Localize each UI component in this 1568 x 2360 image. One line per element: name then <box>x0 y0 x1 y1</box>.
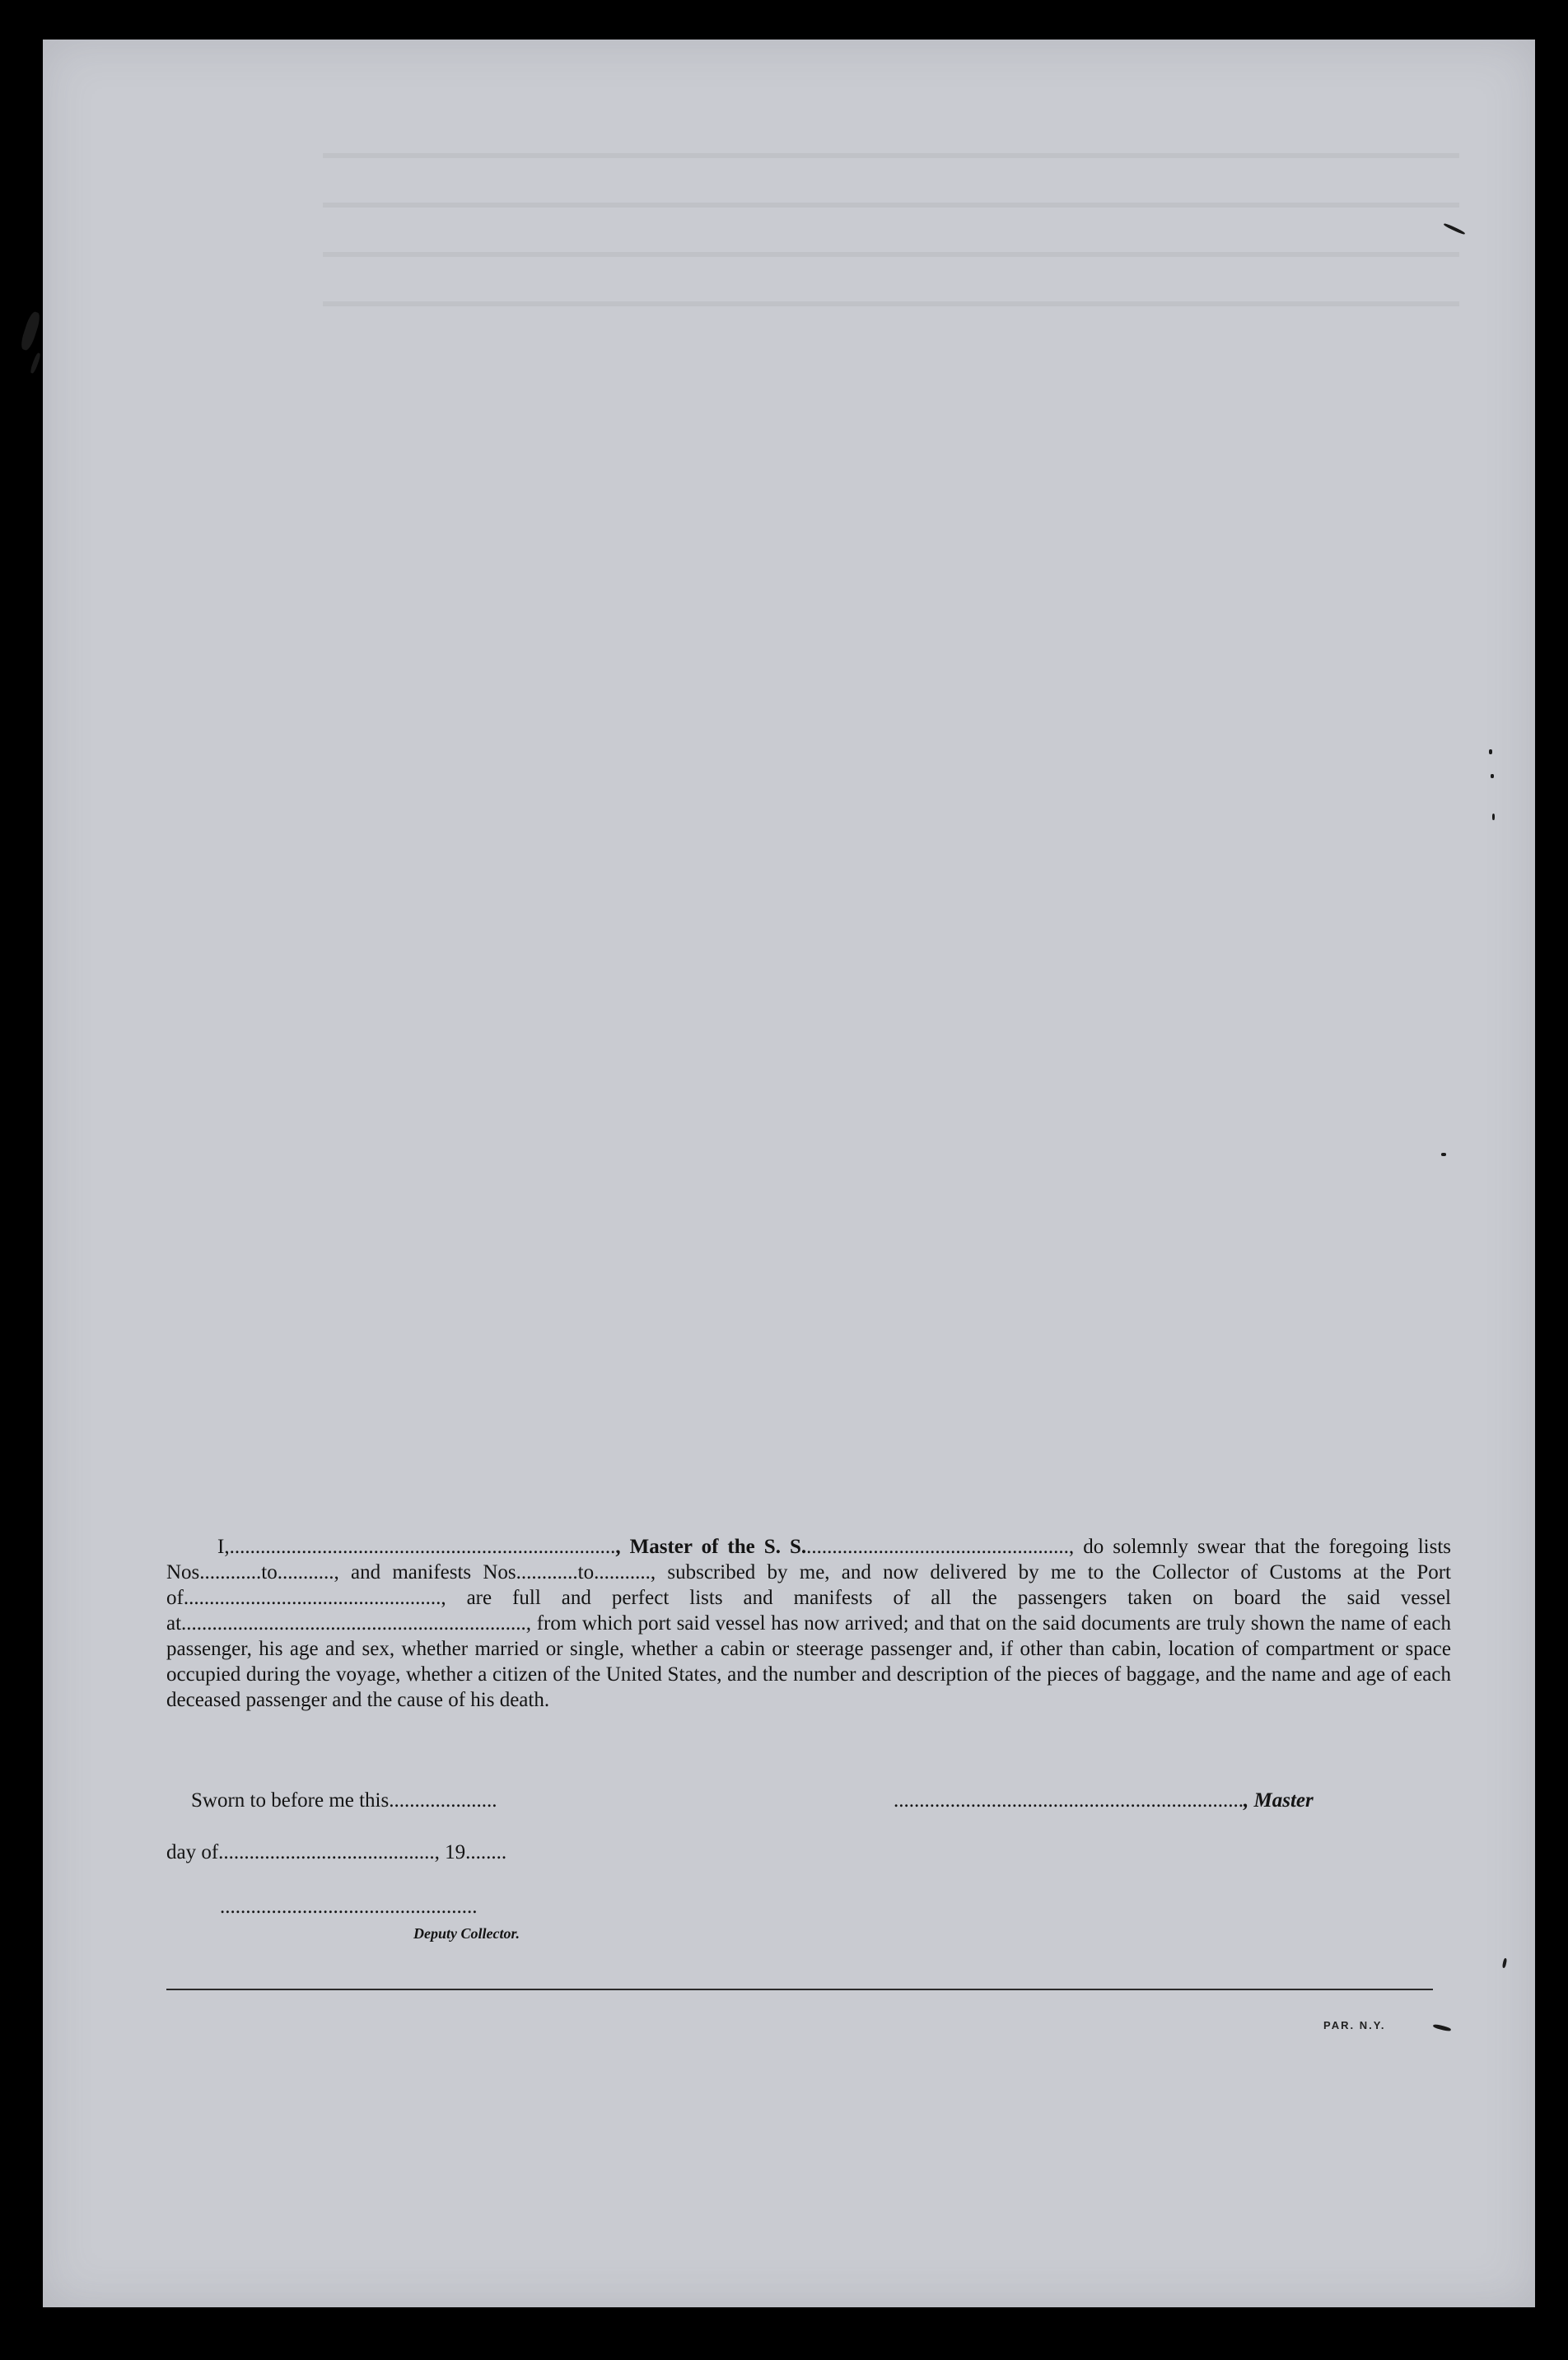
manifest-to-blank: ........... <box>594 1561 651 1583</box>
oath-i: I, <box>217 1536 230 1558</box>
oath-to-1: to <box>261 1561 278 1583</box>
manifest-from-blank: ............ <box>516 1561 578 1583</box>
ink-speck <box>19 310 42 352</box>
year-prefix: , 19 <box>434 1841 466 1863</box>
ink-speck <box>30 352 42 374</box>
master-signature-line <box>894 1789 1314 1812</box>
list-to-blank: ........... <box>277 1561 334 1583</box>
printer-mark: PAR. N.Y. <box>1323 2019 1386 2031</box>
oath-to-2: to <box>577 1561 595 1583</box>
day-of-label: day of <box>166 1841 219 1863</box>
oath-lists: swear that the foregoing lists Nos <box>166 1536 1451 1583</box>
deputy-signature-line <box>220 1896 478 1919</box>
port-blank: .................................................. <box>183 1587 441 1609</box>
bleed-through-texture <box>323 130 1459 344</box>
master-label: , Master <box>1244 1789 1314 1812</box>
master-name-blank: ........................................................................... <box>229 1536 616 1558</box>
month-blank: .......................................... <box>218 1841 435 1863</box>
sworn-label: Sworn to before me this <box>191 1789 390 1812</box>
ink-speck <box>1492 814 1495 820</box>
list-from-blank: ............ <box>199 1561 262 1583</box>
masters-oath <box>166 1534 1451 1713</box>
deputy-signature-blank: .................................................. <box>220 1896 478 1918</box>
ink-speck <box>1433 2023 1452 2031</box>
oath-manifests: , and manifests Nos <box>334 1561 516 1583</box>
oath-passengers: , are full and perfect lists and manifests of all the passengers taken on board the said vessel at <box>166 1587 1451 1635</box>
master-signature-blank: .................................................................... <box>894 1789 1244 1812</box>
year-blank: ........ <box>465 1841 507 1863</box>
oath-paragraph <box>166 1534 1451 1713</box>
ink-speck <box>1491 774 1494 778</box>
ink-speck <box>1502 1958 1507 1969</box>
date-line <box>166 1841 506 1864</box>
do-solemnly: , do solemnly <box>1068 1536 1188 1558</box>
deputy-collector-label: Deputy Collector. <box>413 1925 520 1942</box>
ink-speck <box>1489 749 1492 754</box>
oath-remainder: , from which port said vessel has now arrived; and that on the said documents are truly shown the name of each passenger, his age and sex, whether married or single, whether a cabin or steerage passenger and, if other than cabin, location of compartment or space occupied during the voyage, whether a citizen of the United States, and the number and description of the pieces of baggage, and the name and age of each deceased passenger and the cause of his death. <box>166 1612 1451 1711</box>
manifest-page <box>43 40 1535 2307</box>
ink-speck <box>1441 1153 1446 1156</box>
oath-delivered: , subscribed by me, and now delivered by me to the Collector of Customs at the Port of <box>166 1561 1451 1609</box>
master-of-ss: , Master of the S. S. <box>615 1536 807 1558</box>
sworn-line <box>191 1789 497 1812</box>
sworn-day-blank: ..................... <box>389 1789 497 1812</box>
ship-name-blank: ................................................... <box>806 1536 1069 1558</box>
departure-port-blank: ................................................................... <box>181 1612 526 1635</box>
horizontal-rule <box>166 1989 1433 1990</box>
